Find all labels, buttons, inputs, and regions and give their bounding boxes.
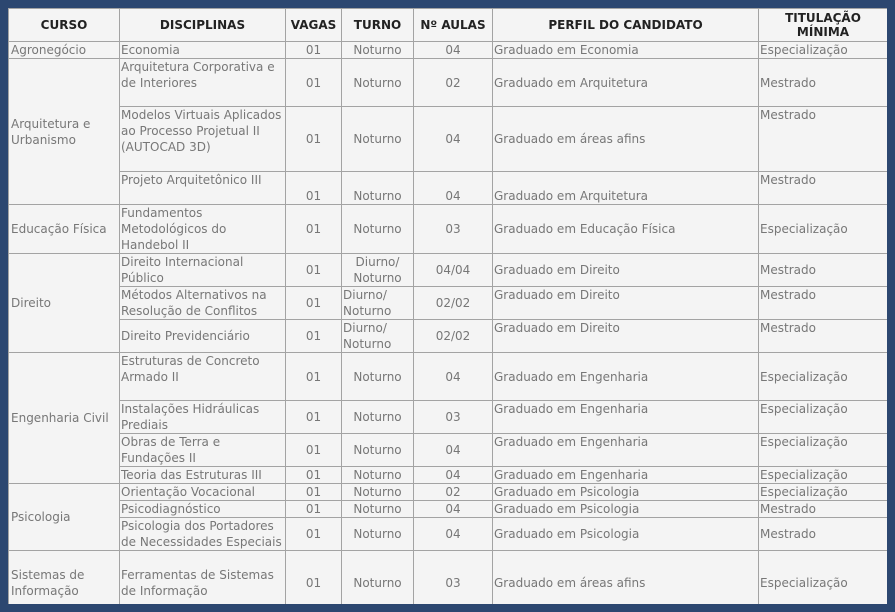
vagas-cell: 01	[286, 518, 342, 551]
turno-cell: Diurno/ Noturno	[342, 254, 414, 287]
disciplina-cell: Modelos Virtuais Aplicados ao Processo Projetual II (AUTOCAD 3D)	[120, 107, 286, 172]
header-titulacao: TITULAÇÃO MÍNIMA	[759, 9, 888, 42]
aulas-cell: 03	[414, 401, 493, 434]
perfil-cell: Graduado em Psicologia	[493, 484, 759, 501]
aulas-cell: 04	[414, 107, 493, 172]
perfil-cell: Graduado em Educação Física	[493, 205, 759, 254]
curso-cell: Engenharia Civil	[9, 353, 120, 484]
table-row	[9, 320, 888, 353]
table-row	[9, 518, 888, 551]
titulacao-cell: Especialização	[759, 401, 888, 434]
vagas-cell: 01	[286, 205, 342, 254]
turno-cell: Noturno	[342, 172, 414, 205]
turno-cell: Diurno/ Noturno	[342, 287, 414, 320]
perfil-cell: Graduado em áreas afins	[493, 551, 759, 605]
table-row	[9, 434, 888, 467]
titulacao-cell: Mestrado	[759, 501, 888, 518]
curso-cell: Sistemas de Informação	[9, 551, 120, 605]
disciplina-cell: Ferramentas de Sistemas de Informação	[120, 551, 286, 605]
vagas-cell: 01	[286, 353, 342, 401]
perfil-cell: Graduado em Psicologia	[493, 518, 759, 551]
table-row	[9, 551, 888, 605]
perfil-cell: Graduado em Psicologia	[493, 501, 759, 518]
vagas-cell: 01	[286, 467, 342, 484]
turno-cell: Noturno	[342, 107, 414, 172]
perfil-cell: Graduado em Engenharia	[493, 353, 759, 401]
aulas-cell: 04	[414, 467, 493, 484]
turno-cell: Noturno	[342, 205, 414, 254]
disciplina-cell: Direito Internacional Público	[120, 254, 286, 287]
curso-cell: Agronegócio	[9, 42, 120, 59]
perfil-cell: Graduado em Direito	[493, 287, 759, 320]
aulas-cell: 04	[414, 172, 493, 205]
titulacao-cell: Especialização	[759, 353, 888, 401]
perfil-cell: Graduado em Engenharia	[493, 467, 759, 484]
disciplina-cell: Fundamentos Metodológicos do Handebol II	[120, 205, 286, 254]
vagas-cell: 01	[286, 434, 342, 467]
titulacao-cell: Especialização	[759, 205, 888, 254]
table-row	[9, 484, 888, 501]
header-perfil: PERFIL DO CANDIDATO	[493, 9, 759, 42]
header-turno: TURNO	[342, 9, 414, 42]
aulas-cell: 04/04	[414, 254, 493, 287]
turno-cell: Noturno	[342, 401, 414, 434]
table-row	[9, 172, 888, 205]
perfil-cell: Graduado em Arquitetura	[493, 59, 759, 107]
vagas-cell: 01	[286, 287, 342, 320]
disciplina-cell: Economia	[120, 42, 286, 59]
vagas-cell: 01	[286, 501, 342, 518]
aulas-cell: 02/02	[414, 320, 493, 353]
disciplina-cell: Obras de Terra e Fundações II	[120, 434, 286, 467]
turno-cell: Noturno	[342, 59, 414, 107]
vagas-cell: 01	[286, 172, 342, 205]
disciplina-cell: Projeto Arquitetônico III	[120, 172, 286, 205]
perfil-cell: Graduado em Engenharia	[493, 434, 759, 467]
disciplina-cell: Psicologia dos Portadores de Necessidades Especiais	[120, 518, 286, 551]
table-row	[9, 401, 888, 434]
perfil-cell: Graduado em áreas afins	[493, 107, 759, 172]
perfil-cell: Graduado em Direito	[493, 254, 759, 287]
table-row	[9, 501, 888, 518]
turno-cell: Noturno	[342, 484, 414, 501]
turno-cell: Noturno	[342, 467, 414, 484]
vagas-cell: 01	[286, 484, 342, 501]
header-row	[9, 9, 888, 42]
disciplina-cell: Métodos Alternativos na Resolução de Conflitos	[120, 287, 286, 320]
aulas-cell: 04	[414, 518, 493, 551]
table-row	[9, 42, 888, 59]
turno-cell: Noturno	[342, 501, 414, 518]
aulas-cell: 04	[414, 42, 493, 59]
aulas-cell: 04	[414, 434, 493, 467]
turno-cell: Noturno	[342, 551, 414, 605]
disciplina-cell: Teoria das Estruturas III	[120, 467, 286, 484]
titulacao-cell: Especialização	[759, 42, 888, 59]
disciplina-cell: Instalações Hidráulicas Prediais	[120, 401, 286, 434]
titulacao-cell: Mestrado	[759, 254, 888, 287]
perfil-cell: Graduado em Engenharia	[493, 401, 759, 434]
titulacao-cell: Especialização	[759, 467, 888, 484]
vacancies-table	[8, 8, 887, 604]
vagas-cell: 01	[286, 107, 342, 172]
aulas-cell: 02	[414, 59, 493, 107]
table-row	[9, 467, 888, 484]
titulacao-cell: Mestrado	[759, 172, 888, 205]
aulas-cell: 04	[414, 353, 493, 401]
disciplina-cell: Psicodiagnóstico	[120, 501, 286, 518]
aulas-cell: 03	[414, 205, 493, 254]
vagas-cell: 01	[286, 401, 342, 434]
aulas-cell: 04	[414, 501, 493, 518]
table-row	[9, 107, 888, 172]
table-row	[9, 287, 888, 320]
disciplina-cell: Estruturas de Concreto Armado II	[120, 353, 286, 401]
titulacao-cell: Mestrado	[759, 59, 888, 107]
vagas-cell: 01	[286, 42, 342, 59]
vagas-cell: 01	[286, 59, 342, 107]
aulas-cell: 02/02	[414, 287, 493, 320]
header-aulas: Nº AULAS	[414, 9, 493, 42]
titulacao-cell: Mestrado	[759, 107, 888, 172]
titulacao-cell: Especialização	[759, 551, 888, 605]
disciplina-cell: Orientação Vocacional	[120, 484, 286, 501]
turno-cell: Noturno	[342, 42, 414, 59]
turno-cell: Noturno	[342, 353, 414, 401]
curso-cell: Arquitetura e Urbanismo	[9, 59, 120, 205]
curso-cell: Direito	[9, 254, 120, 353]
disciplina-cell: Direito Previdenciário	[120, 320, 286, 353]
vagas-cell: 01	[286, 254, 342, 287]
titulacao-cell: Especialização	[759, 484, 888, 501]
header-curso: CURSO	[9, 9, 120, 42]
header-vagas: VAGAS	[286, 9, 342, 42]
header-disciplinas: DISCIPLINAS	[120, 9, 286, 42]
table-row	[9, 205, 888, 254]
perfil-cell: Graduado em Economia	[493, 42, 759, 59]
perfil-cell: Graduado em Direito	[493, 320, 759, 353]
perfil-cell: Graduado em Arquitetura	[493, 172, 759, 205]
vagas-cell: 01	[286, 551, 342, 605]
curso-cell: Educação Física	[9, 205, 120, 254]
titulacao-cell: Mestrado	[759, 287, 888, 320]
aulas-cell: 02	[414, 484, 493, 501]
table-row	[9, 353, 888, 401]
titulacao-cell: Mestrado	[759, 320, 888, 353]
turno-cell: Diurno/ Noturno	[342, 320, 414, 353]
titulacao-cell: Mestrado	[759, 518, 888, 551]
vagas-cell: 01	[286, 320, 342, 353]
aulas-cell: 03	[414, 551, 493, 605]
table-row	[9, 254, 888, 287]
turno-cell: Noturno	[342, 518, 414, 551]
disciplina-cell: Arquitetura Corporativa e de Interiores	[120, 59, 286, 107]
turno-cell: Noturno	[342, 434, 414, 467]
table-row	[9, 59, 888, 107]
titulacao-cell: Especialização	[759, 434, 888, 467]
curso-cell: Psicologia	[9, 484, 120, 551]
vacancies-sheet	[8, 8, 887, 604]
